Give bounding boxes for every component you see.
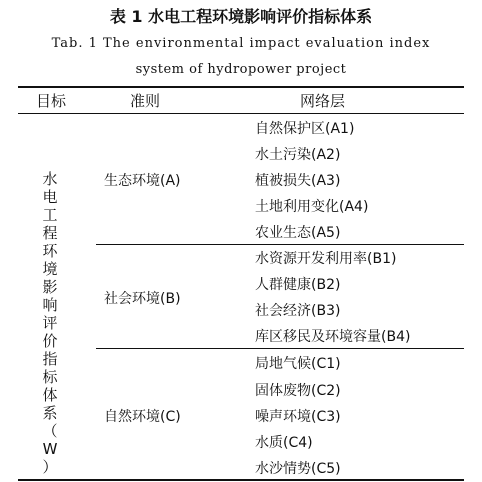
- goal-char: 体: [42, 386, 58, 404]
- network-c2: 固体废物(C2): [255, 383, 341, 399]
- goal-char: 电: [42, 188, 58, 206]
- header-network: 网络层: [300, 92, 346, 110]
- header-criterion: 准则: [130, 92, 161, 110]
- network-b4: 库区移民及环境容量(B4): [255, 329, 411, 345]
- network-a3: 植被损失(A3): [255, 173, 341, 189]
- goal-char: 影: [42, 278, 58, 296]
- header-goal: 目标: [36, 92, 67, 110]
- goal-char: 程: [42, 224, 58, 242]
- goal-char: 工: [42, 206, 58, 224]
- network-b3: 社会经济(B3): [255, 303, 341, 319]
- criterion-a: 生态环境(A): [104, 173, 181, 189]
- network-a4: 土地利用变化(A4): [255, 199, 369, 215]
- network-a2: 水土污染(A2): [255, 147, 341, 163]
- network-c3: 噪声环境(C3): [255, 409, 341, 425]
- table-title-en-line2: system of hydropower project: [135, 62, 347, 77]
- goal-char: 价: [42, 332, 58, 350]
- goal-vertical-text: [42, 170, 58, 476]
- goal-char: 环: [42, 242, 58, 260]
- header-bottom-rule: [18, 113, 464, 114]
- network-b1: 水资源开发利用率(B1): [255, 251, 397, 267]
- goal-char: 指: [42, 350, 58, 368]
- goal-char: （: [42, 422, 58, 440]
- goal-char: 响: [42, 296, 58, 314]
- goal-char: 境: [42, 260, 58, 278]
- network-c4: 水质(C4): [255, 435, 313, 451]
- section-a-rule: [96, 244, 464, 245]
- network-a5: 农业生态(A5): [255, 225, 341, 241]
- table-title-zh: 表 1 水电工程环境影响评价指标体系: [109, 7, 373, 26]
- network-c1: 局地气候(C1): [255, 356, 341, 372]
- network-a1: 自然保护区(A1): [255, 121, 355, 137]
- criterion-c: 自然环境(C): [104, 409, 181, 425]
- table-bottom-rule: [18, 479, 464, 481]
- section-b-rule: [96, 348, 464, 349]
- goal-char: 水: [42, 170, 58, 188]
- criterion-b: 社会环境(B): [104, 291, 181, 307]
- network-b2: 人群健康(B2): [255, 277, 341, 293]
- table-title-en-line1: Tab. 1 The environmental impact evaluation index: [51, 36, 431, 51]
- network-c5: 水沙情势(C5): [255, 461, 341, 477]
- table-top-rule: [18, 86, 464, 88]
- goal-char: 评: [42, 314, 58, 332]
- goal-char: ）: [42, 458, 58, 476]
- goal-char: 标: [42, 368, 58, 386]
- goal-char: W: [42, 440, 58, 458]
- goal-char: 系: [42, 404, 58, 422]
